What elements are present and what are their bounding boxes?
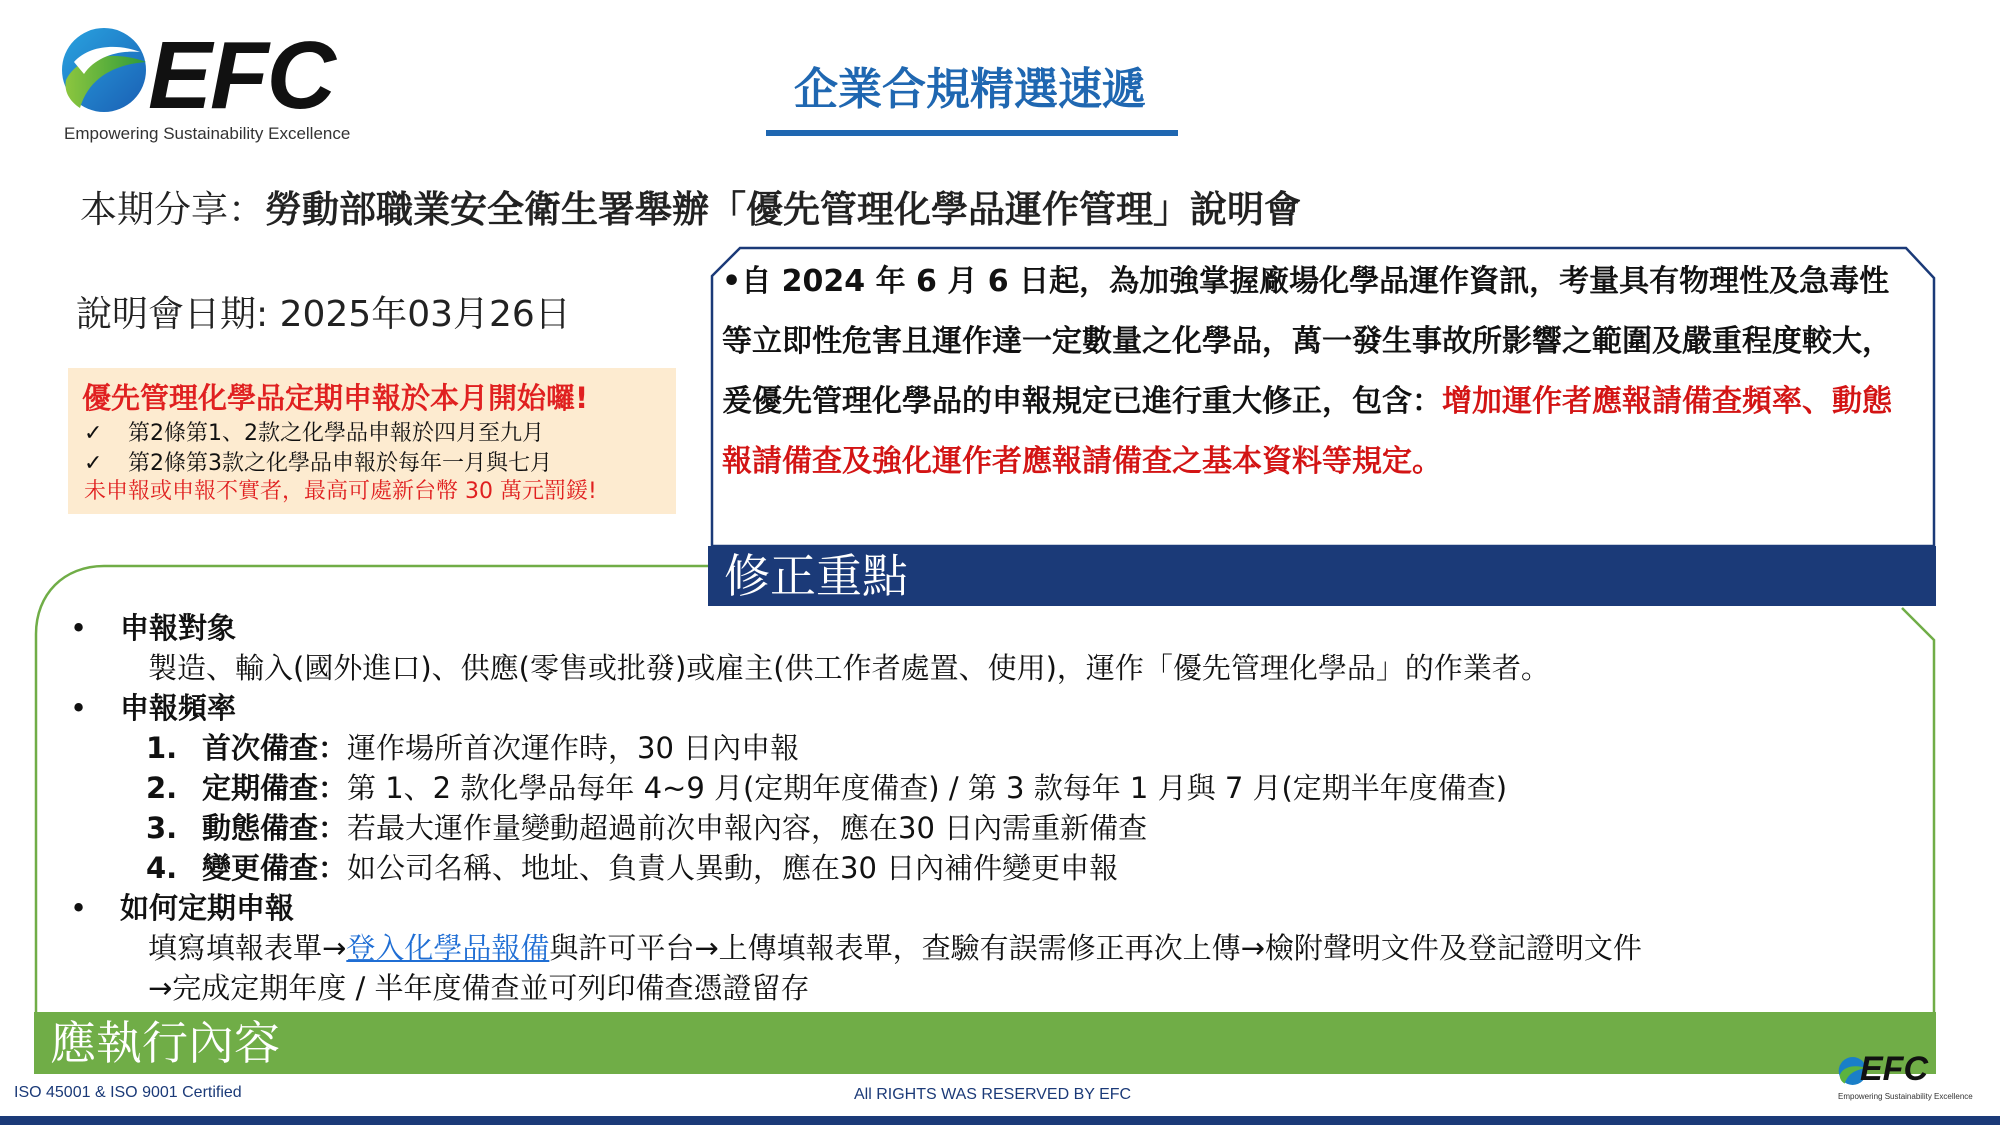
fix-highlights-label: 修正重點 [724, 549, 908, 603]
footer-copyright: All RIGHTS WAS RESERVED BY EFC [854, 1086, 1132, 1103]
frequency-heading: 申報頻率 [120, 691, 237, 725]
page-title: 企業合規精選速遞 [794, 64, 1146, 115]
how-heading: 如何定期申報 [120, 891, 295, 925]
callout-text-highlight: 增加運作者應報請備查頻率、動態報請備查及強化運作者應報請備查之基本資料等規定。 [722, 384, 1892, 479]
how-line-1: 填寫填報表單→登入化學品報備與許可平台→上傳填報表單，查驗有誤需修正再次上傳→檢附聲明文件及登記證明文件 [148, 931, 1642, 965]
globe-swoosh-icon [60, 22, 150, 118]
bullet-icon: • [70, 611, 88, 645]
notice-box [68, 368, 676, 514]
callout-bullet: • [722, 264, 742, 299]
chemical-registration-link[interactable]: 登入化學品報備 [346, 931, 550, 965]
how-line-2: →完成定期年度 / 半年度備查並可列印備查憑證留存 [148, 971, 810, 1005]
content-list [70, 608, 1910, 1008]
checkmark-icon: ✓ [84, 451, 103, 476]
efc-logo [60, 22, 380, 152]
target-text: 製造、輸入(國外進口)、供應(零售或批發)或雇主(供工作者處置、使用)，運作「優先管理化學品」的作業者。 [148, 651, 1550, 685]
share-label: 本期分享： [80, 188, 265, 231]
bullet-icon: • [70, 891, 88, 925]
action-items-bar [34, 1012, 1936, 1074]
fix-highlights-bar [708, 546, 1936, 606]
footer-certification: ISO 45001 & ISO 9001 Certified [14, 1084, 242, 1101]
footer-logo-wordmark: EFC [1860, 1050, 1928, 1088]
notice-item: ✓ 第2條第1、2款之化學品申報於四月至九月 [84, 421, 544, 446]
footer-logo [1838, 1052, 1988, 1108]
frequency-item: 2. 定期備查：第 1、2 款化學品每年 4~9 月(定期年度備查) / 第 3 款每年 1 月與 7 月(定期半年度備查) [146, 771, 1508, 805]
target-heading: 申報對象 [120, 611, 237, 645]
notice-warning: 未申報或申報不實者，最高可處新台幣 30 萬元罰鍰! [84, 479, 597, 504]
callout-text-normal: 自 2024 年 6 月 6 日起，為加強掌握廠場化學品運作資訊，考量具有物理性及急毒性等立即性危害且運作達一定數量之化學品，萬一發生事故所影響之範圍及嚴重程度較大，爰優先管理化學品的申報規定已進行重大修正，包含： [722, 264, 1892, 419]
logo-wordmark: EFC [148, 22, 334, 129]
bullet-how [70, 888, 1910, 928]
bottom-band [0, 1116, 2000, 1125]
action-items-label: 應執行內容 [50, 1016, 280, 1070]
share-line [80, 186, 1301, 234]
bullet-frequency [70, 688, 1910, 728]
footer-logo-tagline: Empowering Sustainability Excellence [1838, 1092, 1973, 1101]
bullet-target [70, 608, 1910, 648]
logo-tagline: Empowering Sustainability Excellence [64, 124, 351, 143]
bullet-icon: • [70, 691, 88, 725]
session-date: 說明會日期: 2025年03月26日 [76, 294, 571, 335]
notice-heading: 優先管理化學品定期申報於本月開始囉! [82, 381, 589, 415]
frequency-item: 3. 動態備查：若最大運作量變動超過前次申報內容，應在30 日內需重新備查 [146, 811, 1148, 845]
frequency-item: 1. 首次備查：運作場所首次運作時，30 日內申報 [146, 731, 800, 765]
title-underline [766, 130, 1178, 136]
checkmark-icon: ✓ [84, 421, 103, 446]
notice-item: ✓ 第2條第3款之化學品申報於每年一月與七月 [84, 451, 552, 476]
callout-text [722, 252, 1902, 492]
frequency-item: 4. 變更備查：如公司名稱、地址、負責人異動，應在30 日內補件變更申報 [146, 851, 1119, 885]
share-topic: 勞動部職業安全衛生署舉辦「優先管理化學品運作管理」說明會 [265, 188, 1301, 231]
